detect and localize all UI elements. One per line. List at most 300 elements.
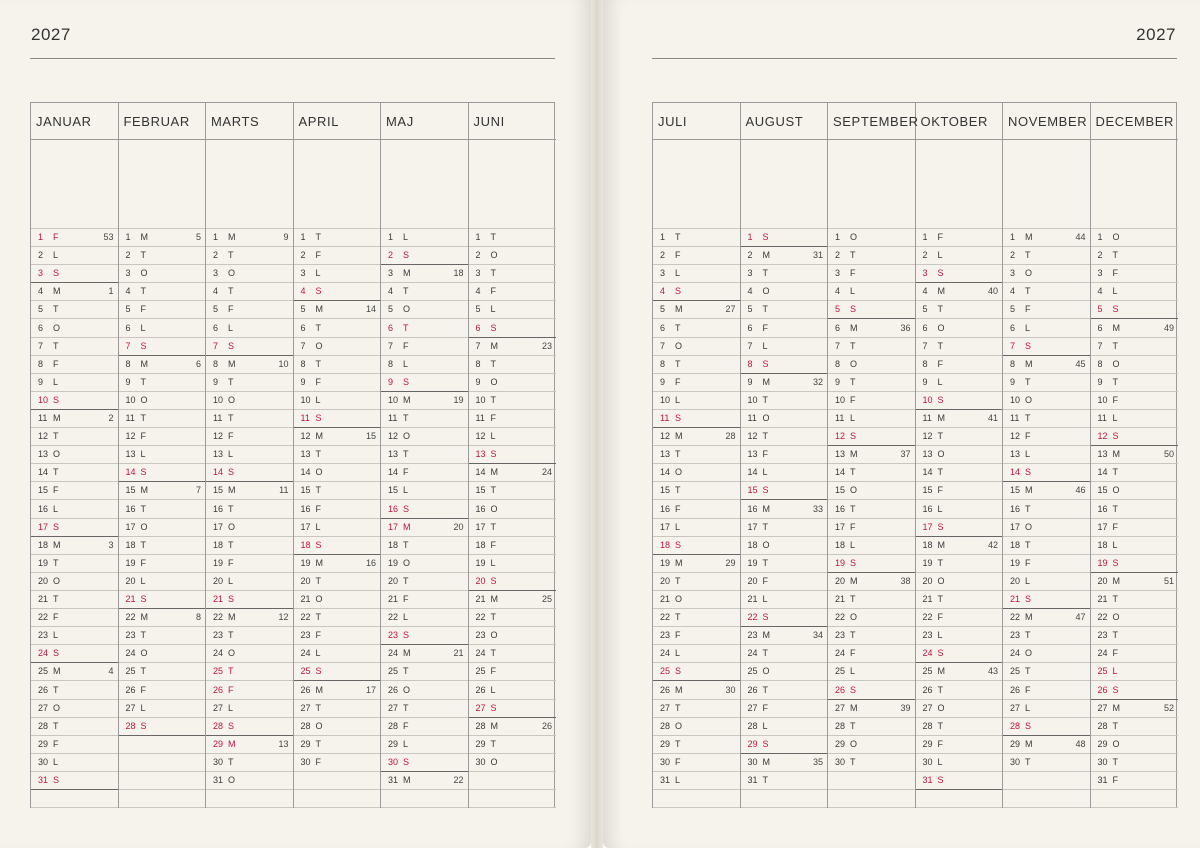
day-row[interactable] — [1003, 754, 1090, 772]
day-row[interactable] — [119, 700, 206, 718]
day-row[interactable] — [381, 609, 468, 627]
day-row[interactable] — [381, 736, 468, 754]
day-row[interactable] — [119, 682, 206, 700]
day-row[interactable] — [294, 736, 381, 754]
day-row[interactable] — [741, 229, 828, 247]
day-row[interactable] — [916, 591, 1003, 609]
day-row[interactable] — [294, 700, 381, 718]
day-row[interactable] — [294, 501, 381, 519]
day-row[interactable] — [381, 392, 468, 410]
day-row[interactable] — [206, 464, 293, 482]
day-row[interactable] — [206, 356, 293, 374]
day-row[interactable] — [653, 229, 740, 247]
day-row[interactable] — [1091, 682, 1179, 700]
day-row[interactable] — [1003, 265, 1090, 283]
day-row[interactable] — [1091, 772, 1179, 790]
day-row[interactable] — [916, 736, 1003, 754]
day-row[interactable] — [1091, 283, 1179, 301]
day-row[interactable] — [469, 609, 557, 627]
day-row[interactable] — [653, 609, 740, 627]
day-row[interactable] — [828, 265, 915, 283]
day-row[interactable] — [916, 247, 1003, 265]
day-row[interactable] — [381, 229, 468, 247]
day-row[interactable] — [31, 482, 118, 500]
day-row[interactable] — [1091, 573, 1179, 591]
day-row[interactable] — [1003, 428, 1090, 446]
day-row[interactable] — [653, 772, 740, 790]
day-row[interactable] — [294, 410, 381, 428]
day-row[interactable] — [381, 754, 468, 772]
day-row[interactable] — [1003, 591, 1090, 609]
day-row[interactable] — [294, 356, 381, 374]
day-row[interactable] — [741, 356, 828, 374]
day-row[interactable] — [741, 501, 828, 519]
day-row[interactable] — [1003, 736, 1090, 754]
day-row[interactable] — [381, 283, 468, 301]
day-row[interactable] — [31, 410, 118, 428]
day-row[interactable] — [1003, 356, 1090, 374]
day-row[interactable] — [1091, 519, 1179, 537]
day-row[interactable] — [653, 392, 740, 410]
day-row[interactable] — [741, 247, 828, 265]
day-row[interactable] — [1003, 338, 1090, 356]
day-row[interactable] — [1003, 537, 1090, 555]
day-row[interactable] — [119, 374, 206, 392]
day-row[interactable] — [294, 555, 381, 573]
day-row[interactable] — [31, 428, 118, 446]
day-row[interactable] — [31, 682, 118, 700]
day-row[interactable] — [31, 446, 118, 464]
day-row[interactable] — [119, 519, 206, 537]
day-row[interactable] — [381, 519, 468, 537]
day-row[interactable] — [828, 501, 915, 519]
day-row[interactable] — [119, 609, 206, 627]
day-row[interactable] — [828, 392, 915, 410]
day-row[interactable] — [294, 537, 381, 555]
day-row[interactable] — [206, 501, 293, 519]
day-row[interactable] — [119, 663, 206, 681]
day-row[interactable] — [653, 519, 740, 537]
day-row[interactable] — [119, 247, 206, 265]
day-row[interactable] — [469, 320, 557, 338]
day-row[interactable] — [741, 320, 828, 338]
day-row[interactable] — [828, 374, 915, 392]
day-row[interactable] — [1091, 754, 1179, 772]
day-row[interactable] — [31, 663, 118, 681]
day-row[interactable] — [31, 591, 118, 609]
day-row[interactable] — [1091, 247, 1179, 265]
day-row[interactable] — [206, 537, 293, 555]
day-row[interactable] — [828, 645, 915, 663]
day-row[interactable] — [653, 573, 740, 591]
day-row[interactable] — [828, 591, 915, 609]
day-row[interactable] — [828, 718, 915, 736]
day-row[interactable] — [31, 229, 118, 247]
day-row[interactable] — [916, 718, 1003, 736]
day-row[interactable] — [828, 573, 915, 591]
day-row[interactable] — [741, 682, 828, 700]
day-row[interactable] — [31, 247, 118, 265]
day-row[interactable] — [916, 700, 1003, 718]
day-row[interactable] — [469, 519, 557, 537]
day-row[interactable] — [206, 320, 293, 338]
day-row[interactable] — [119, 446, 206, 464]
day-row[interactable] — [294, 591, 381, 609]
day-row[interactable] — [469, 374, 557, 392]
day-row[interactable] — [741, 482, 828, 500]
day-row[interactable] — [206, 519, 293, 537]
day-row[interactable] — [828, 537, 915, 555]
day-row[interactable] — [828, 519, 915, 537]
day-row[interactable] — [294, 283, 381, 301]
day-row[interactable] — [741, 754, 828, 772]
day-row[interactable] — [206, 247, 293, 265]
day-row[interactable] — [294, 446, 381, 464]
day-row[interactable] — [119, 537, 206, 555]
day-row[interactable] — [206, 627, 293, 645]
day-row[interactable] — [741, 446, 828, 464]
day-row[interactable] — [469, 356, 557, 374]
day-row[interactable] — [1003, 718, 1090, 736]
day-row[interactable] — [31, 338, 118, 356]
day-row[interactable] — [1003, 700, 1090, 718]
day-row[interactable] — [469, 247, 557, 265]
day-row[interactable] — [1003, 464, 1090, 482]
day-row[interactable] — [119, 392, 206, 410]
day-row[interactable] — [381, 428, 468, 446]
day-row[interactable] — [1091, 446, 1179, 464]
day-row[interactable] — [469, 591, 557, 609]
day-row[interactable] — [469, 754, 557, 772]
day-row[interactable] — [1091, 301, 1179, 319]
day-row[interactable] — [1003, 446, 1090, 464]
day-row[interactable] — [1003, 283, 1090, 301]
day-row[interactable] — [206, 482, 293, 500]
day-row[interactable] — [206, 446, 293, 464]
day-row[interactable] — [294, 682, 381, 700]
day-row[interactable] — [294, 519, 381, 537]
day-row[interactable] — [31, 700, 118, 718]
day-row[interactable] — [828, 736, 915, 754]
day-row[interactable] — [206, 609, 293, 627]
day-row[interactable] — [294, 374, 381, 392]
day-row[interactable] — [381, 573, 468, 591]
day-row[interactable] — [469, 301, 557, 319]
day-row[interactable] — [469, 718, 557, 736]
day-row[interactable] — [916, 374, 1003, 392]
day-row[interactable] — [1003, 410, 1090, 428]
day-row[interactable] — [119, 283, 206, 301]
day-row[interactable] — [653, 320, 740, 338]
day-row[interactable] — [828, 283, 915, 301]
day-row[interactable] — [294, 609, 381, 627]
day-row[interactable] — [31, 736, 118, 754]
day-row[interactable] — [119, 229, 206, 247]
day-row[interactable] — [1003, 682, 1090, 700]
day-row[interactable] — [828, 338, 915, 356]
day-row[interactable] — [653, 754, 740, 772]
day-row[interactable] — [469, 392, 557, 410]
day-row[interactable] — [31, 464, 118, 482]
day-row[interactable] — [916, 519, 1003, 537]
day-row[interactable] — [119, 573, 206, 591]
day-row[interactable] — [1003, 555, 1090, 573]
day-row[interactable] — [1091, 501, 1179, 519]
day-row[interactable] — [119, 410, 206, 428]
day-row[interactable] — [741, 338, 828, 356]
day-row[interactable] — [119, 591, 206, 609]
day-row[interactable] — [828, 247, 915, 265]
day-row[interactable] — [828, 555, 915, 573]
day-row[interactable] — [31, 501, 118, 519]
day-row[interactable] — [294, 627, 381, 645]
day-row[interactable] — [653, 537, 740, 555]
day-row[interactable] — [381, 591, 468, 609]
day-row[interactable] — [1003, 229, 1090, 247]
day-row[interactable] — [1091, 374, 1179, 392]
day-row[interactable] — [1003, 519, 1090, 537]
day-row[interactable] — [741, 627, 828, 645]
day-row[interactable] — [828, 627, 915, 645]
day-row[interactable] — [741, 772, 828, 790]
day-row[interactable] — [653, 283, 740, 301]
day-row[interactable] — [653, 645, 740, 663]
day-row[interactable] — [916, 410, 1003, 428]
day-row[interactable] — [294, 392, 381, 410]
day-row[interactable] — [653, 736, 740, 754]
day-row[interactable] — [31, 283, 118, 301]
day-row[interactable] — [1003, 501, 1090, 519]
day-row[interactable] — [381, 482, 468, 500]
day-row[interactable] — [381, 320, 468, 338]
day-row[interactable] — [469, 410, 557, 428]
day-row[interactable] — [469, 537, 557, 555]
day-row[interactable] — [916, 301, 1003, 319]
day-row[interactable] — [206, 718, 293, 736]
day-row[interactable] — [741, 663, 828, 681]
day-row[interactable] — [653, 682, 740, 700]
day-row[interactable] — [916, 682, 1003, 700]
day-row[interactable] — [916, 573, 1003, 591]
day-row[interactable] — [381, 338, 468, 356]
day-row[interactable] — [206, 392, 293, 410]
day-row[interactable] — [469, 573, 557, 591]
day-row[interactable] — [469, 682, 557, 700]
day-row[interactable] — [653, 718, 740, 736]
day-row[interactable] — [206, 772, 293, 790]
day-row[interactable] — [381, 464, 468, 482]
day-row[interactable] — [1003, 301, 1090, 319]
day-row[interactable] — [1091, 537, 1179, 555]
day-row[interactable] — [828, 700, 915, 718]
day-row[interactable] — [828, 229, 915, 247]
day-row[interactable] — [916, 663, 1003, 681]
day-row[interactable] — [31, 356, 118, 374]
day-row[interactable] — [828, 482, 915, 500]
day-row[interactable] — [381, 410, 468, 428]
day-row[interactable] — [741, 374, 828, 392]
day-row[interactable] — [1003, 374, 1090, 392]
day-row[interactable] — [31, 718, 118, 736]
day-row[interactable] — [741, 537, 828, 555]
day-row[interactable] — [828, 356, 915, 374]
day-row[interactable] — [1091, 718, 1179, 736]
day-row[interactable] — [31, 374, 118, 392]
day-row[interactable] — [469, 338, 557, 356]
day-row[interactable] — [381, 718, 468, 736]
day-row[interactable] — [206, 229, 293, 247]
day-row[interactable] — [653, 247, 740, 265]
day-row[interactable] — [381, 446, 468, 464]
day-row[interactable] — [653, 374, 740, 392]
day-row[interactable] — [741, 283, 828, 301]
day-row[interactable] — [31, 609, 118, 627]
day-row[interactable] — [469, 501, 557, 519]
day-row[interactable] — [381, 645, 468, 663]
day-row[interactable] — [294, 301, 381, 319]
day-row[interactable] — [1091, 392, 1179, 410]
day-row[interactable] — [1091, 229, 1179, 247]
day-row[interactable] — [653, 464, 740, 482]
day-row[interactable] — [31, 519, 118, 537]
day-row[interactable] — [31, 573, 118, 591]
day-row[interactable] — [653, 356, 740, 374]
day-row[interactable] — [294, 754, 381, 772]
day-row[interactable] — [653, 482, 740, 500]
day-row[interactable] — [381, 265, 468, 283]
day-row[interactable] — [294, 229, 381, 247]
day-row[interactable] — [741, 301, 828, 319]
day-row[interactable] — [916, 754, 1003, 772]
day-row[interactable] — [469, 265, 557, 283]
day-row[interactable] — [119, 501, 206, 519]
day-row[interactable] — [1003, 247, 1090, 265]
day-row[interactable] — [119, 338, 206, 356]
day-row[interactable] — [469, 645, 557, 663]
day-row[interactable] — [828, 428, 915, 446]
day-row[interactable] — [206, 265, 293, 283]
day-row[interactable] — [206, 410, 293, 428]
day-row[interactable] — [741, 718, 828, 736]
day-row[interactable] — [31, 772, 118, 790]
day-row[interactable] — [916, 320, 1003, 338]
day-row[interactable] — [1091, 338, 1179, 356]
day-row[interactable] — [294, 482, 381, 500]
day-row[interactable] — [469, 627, 557, 645]
day-row[interactable] — [469, 464, 557, 482]
day-row[interactable] — [916, 772, 1003, 790]
day-row[interactable] — [916, 645, 1003, 663]
day-row[interactable] — [294, 265, 381, 283]
day-row[interactable] — [469, 555, 557, 573]
day-row[interactable] — [206, 663, 293, 681]
day-row[interactable] — [828, 301, 915, 319]
day-row[interactable] — [653, 501, 740, 519]
day-row[interactable] — [381, 555, 468, 573]
day-row[interactable] — [916, 482, 1003, 500]
day-row[interactable] — [1003, 627, 1090, 645]
day-row[interactable] — [381, 301, 468, 319]
day-row[interactable] — [206, 283, 293, 301]
day-row[interactable] — [916, 229, 1003, 247]
day-row[interactable] — [206, 573, 293, 591]
day-row[interactable] — [653, 428, 740, 446]
day-row[interactable] — [119, 555, 206, 573]
day-row[interactable] — [828, 609, 915, 627]
day-row[interactable] — [206, 338, 293, 356]
day-row[interactable] — [653, 446, 740, 464]
day-row[interactable] — [31, 537, 118, 555]
day-row[interactable] — [916, 283, 1003, 301]
day-row[interactable] — [916, 627, 1003, 645]
day-row[interactable] — [469, 482, 557, 500]
day-row[interactable] — [828, 464, 915, 482]
day-row[interactable] — [31, 754, 118, 772]
day-row[interactable] — [741, 464, 828, 482]
day-row[interactable] — [653, 700, 740, 718]
day-row[interactable] — [1091, 591, 1179, 609]
day-row[interactable] — [1091, 482, 1179, 500]
day-row[interactable] — [1003, 573, 1090, 591]
day-row[interactable] — [1003, 609, 1090, 627]
day-row[interactable] — [1091, 736, 1179, 754]
day-row[interactable] — [653, 627, 740, 645]
day-row[interactable] — [119, 627, 206, 645]
day-row[interactable] — [206, 736, 293, 754]
day-row[interactable] — [828, 410, 915, 428]
day-row[interactable] — [119, 356, 206, 374]
day-row[interactable] — [469, 700, 557, 718]
day-row[interactable] — [294, 645, 381, 663]
day-row[interactable] — [1091, 645, 1179, 663]
day-row[interactable] — [916, 464, 1003, 482]
day-row[interactable] — [741, 428, 828, 446]
day-row[interactable] — [294, 718, 381, 736]
day-row[interactable] — [31, 555, 118, 573]
day-row[interactable] — [653, 410, 740, 428]
day-row[interactable] — [206, 428, 293, 446]
day-row[interactable] — [206, 754, 293, 772]
day-row[interactable] — [381, 356, 468, 374]
day-row[interactable] — [206, 645, 293, 663]
day-row[interactable] — [1091, 428, 1179, 446]
day-row[interactable] — [469, 283, 557, 301]
day-row[interactable] — [294, 338, 381, 356]
day-row[interactable] — [828, 446, 915, 464]
day-row[interactable] — [1091, 356, 1179, 374]
day-row[interactable] — [469, 428, 557, 446]
day-row[interactable] — [916, 356, 1003, 374]
day-row[interactable] — [206, 591, 293, 609]
day-row[interactable] — [294, 573, 381, 591]
day-row[interactable] — [31, 265, 118, 283]
day-row[interactable] — [1091, 700, 1179, 718]
day-row[interactable] — [469, 446, 557, 464]
day-row[interactable] — [916, 446, 1003, 464]
day-row[interactable] — [206, 374, 293, 392]
day-row[interactable] — [31, 627, 118, 645]
day-row[interactable] — [206, 682, 293, 700]
day-row[interactable] — [206, 555, 293, 573]
day-row[interactable] — [741, 519, 828, 537]
day-row[interactable] — [381, 682, 468, 700]
day-row[interactable] — [31, 645, 118, 663]
day-row[interactable] — [206, 700, 293, 718]
day-row[interactable] — [119, 718, 206, 736]
day-row[interactable] — [1091, 464, 1179, 482]
day-row[interactable] — [828, 320, 915, 338]
day-row[interactable] — [1003, 482, 1090, 500]
